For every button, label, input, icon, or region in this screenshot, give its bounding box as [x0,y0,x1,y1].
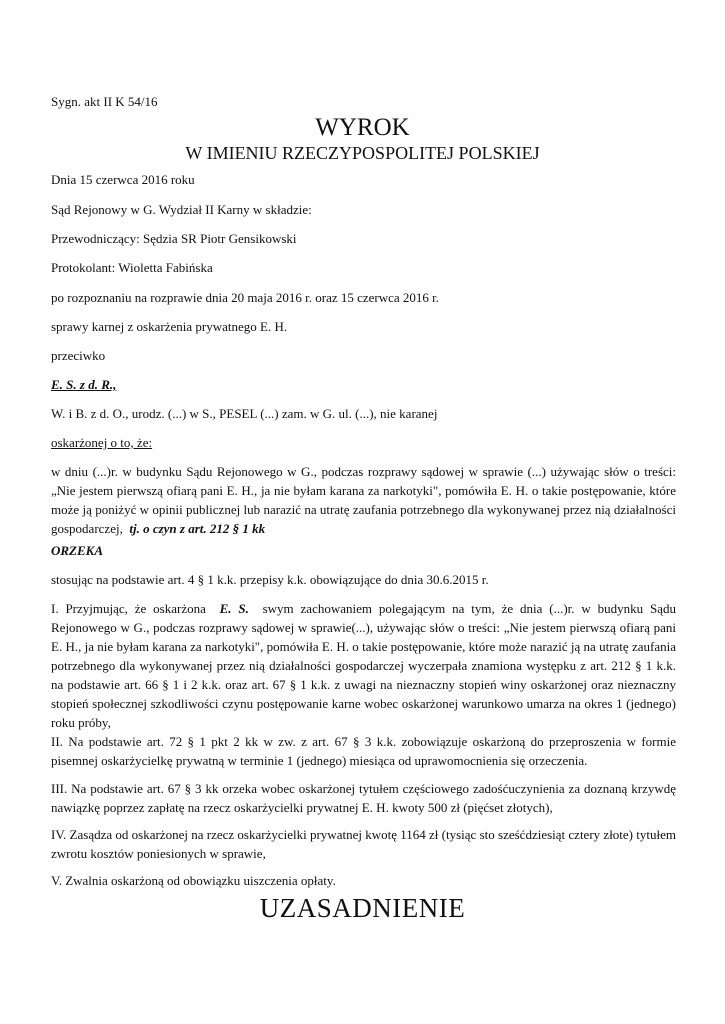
ruling-header: ORZEKA [51,543,104,558]
presiding-judge-line: Przewodniczący: Sędzia SR Piotr Gensikowski [51,231,297,246]
case-type-line: sprawy karnej z oskarżenia prywatnego E. H. [51,319,288,334]
ruling-point-2: II. Na podstawie art. 72 § 1 pkt 2 kk w zw. z art. 67 § 3 k.k. zobowiązuje oskarżoną do przeproszenia w formie pisemnej oskarżycielkę prywatną w terminie 1 (jednego) miesiąca od uprawomocnienia się orzeczenia. [51,734,676,768]
ruling-point-4: IV. Zasądza od oskarżonej na rzecz oskarżycielki prywatnej kwotę 1164 zł (tysiąc sto sześćdziesiąt cztery złote) tytułem zwrotu kosztów poniesionych w sprawie, [51,827,676,861]
court-line: Sąd Rejonowy w G. Wydział II Karny w składzie: [51,202,312,217]
applying-law-line: stosując na podstawie art. 4 § 1 k.k. przepisy k.k. obowiązujące do dnia 30.6.2015 r. [51,572,489,587]
hearing-dates-line: po rozpoznaniu na rozprawie dnia 20 maja 2016 r. oraz 15 czerwca 2016 r. [51,290,440,305]
ruling-point-5: V. Zwalnia oskarżoną od obowiązku uiszczenia opłaty. [51,873,336,888]
point-1-defendant: E. S. [219,601,249,616]
case-number: Sygn. akt II K 54/16 [51,94,158,109]
charge-header: oskarżonej o to, że: [51,435,153,450]
charge-text: w dniu (...)r. w budynku Sądu Rejonowego w G., podczas rozprawy sądowej w sprawie (...) używając słów o treści: „Nie jestem pierwszą ofiarą pani E. H., ja nie byłam karana za narkotyki", pomówiła E. H. o takie postępowanie, które może ją poniżyć w opinii publicznej lub narazić na utratę zaufania potrzebnego dla wykonywanej przez nią działalności gospodarczej, [51,464,676,536]
defendant-details: W. i B. z d. O., urodz. (...) w S., PESEL (...) zam. w G. ul. (...), nie karanej [51,406,438,421]
charge-paragraph [51,462,676,538]
point-1-intro: I. Przyjmując, że oskarżona [51,601,206,616]
charge-qualification: tj. o czyn z art. 212 § 1 kk [129,521,266,536]
justification-header: UZASADNIENIE [259,893,466,923]
against-line: przeciwko [51,348,106,363]
date-line: Dnia 15 czerwca 2016 roku [51,172,195,187]
defendant-name: E. S. z d. R., [51,377,117,392]
ruling-point-3: III. Na podstawie art. 67 § 3 kk orzeka wobec oskarżonej tytułem częściowego zadośćuczynienia za doznaną krzywdę nawiązkę poprzez zapłatę na rzecz oskarżycielki prywatnej E. H. kwoty 500 zł (pięćset złotych), [51,781,676,815]
document-subtitle: W IMIENIU RZECZYPOSPOLITEJ POLSKIEJ [185,143,540,163]
document-title: WYROK [315,114,410,141]
ruling-point-1 [51,599,676,732]
point-1-text: swym zachowaniem polegającym na tym, że dnia (...)r. w budynku Sądu Rejonowego w G., podczas rozprawy sądowej w sprawie(...), używając słów o treści: „Nie jestem pierwszą ofiarą pani E. H., ja nie byłam karana za narkotyki", pomówiła E. H. o takie postępowanie, które może narazić ją na utratę zaufania potrzebnego dla wykonywanej przez nią działalności gospodarczej wyczerpała znamiona występku z art. 212 § 1 k.k. na podstawie art. 66 § 1 i 2 k.k. oraz art. 67 § 1 k.k. z uwagi na nieznaczny stopień winy oskarżonej oraz nieznaczny stopień społecznej szkodliwości czynu postępowanie karne wobec oskarżonej warunkowo umarza na okres 1 (jednego) roku próby, [51,601,677,730]
clerk-line: Protokolant: Wioletta Fabińska [51,260,213,275]
